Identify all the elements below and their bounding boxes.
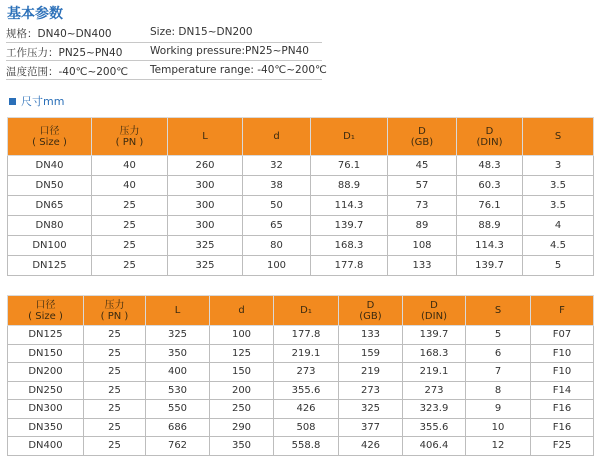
table-cell: 25: [84, 400, 146, 419]
table-cell: 9: [466, 400, 531, 419]
column-header: [388, 118, 457, 156]
table-cell: 6: [466, 344, 531, 363]
table-cell: DN250: [8, 381, 84, 400]
table-cell: 355.6: [274, 381, 339, 400]
table-cell: 3.5: [523, 196, 594, 216]
table-cell: 65: [243, 216, 311, 236]
table-cell: 150: [210, 363, 274, 382]
table-header-row: [8, 118, 594, 156]
table-cell: 200: [210, 381, 274, 400]
table-row: [8, 156, 594, 176]
table-cell: 5: [466, 326, 531, 345]
column-header: [339, 296, 403, 326]
spec-row-size: [6, 26, 253, 41]
column-header-sublabel: ( PN ): [100, 310, 129, 322]
table-row: [8, 344, 594, 363]
column-header-sublabel: ( Size ): [32, 136, 67, 148]
table-cell: 300: [168, 176, 243, 196]
table-cell: 177.8: [311, 256, 388, 276]
table-cell: 38: [243, 176, 311, 196]
table-row: [8, 216, 594, 236]
table-cell: 133: [388, 256, 457, 276]
table-cell: 8: [466, 381, 531, 400]
column-header: [523, 118, 594, 156]
spec-row-temperature: [6, 64, 327, 79]
page-title: 基本参数: [7, 6, 63, 22]
spec-temp-en: Temperature range: -40℃~200℃: [150, 64, 327, 76]
table-cell: 159: [339, 344, 403, 363]
column-header-sublabel: (GB): [410, 136, 434, 148]
table-cell: DN150: [8, 344, 84, 363]
spec-pressure-cn: 工作压力：PN25~PN40: [6, 47, 123, 59]
table-row: [8, 176, 594, 196]
column-header: [210, 296, 274, 326]
table-cell: 273: [403, 381, 466, 400]
table-cell: F25: [531, 437, 594, 456]
table-cell: 60.3: [457, 176, 523, 196]
table-cell: 73: [388, 196, 457, 216]
table-cell: 325: [168, 256, 243, 276]
column-header-label: D: [430, 299, 438, 311]
table-cell: 350: [210, 437, 274, 456]
table-cell: 40: [92, 176, 168, 196]
table-cell: 88.9: [457, 216, 523, 236]
column-header: [243, 118, 311, 156]
section-label: 尺寸mm: [21, 95, 65, 108]
column-header: [466, 296, 531, 326]
table-cell: 125: [210, 344, 274, 363]
table-cell: 57: [388, 176, 457, 196]
table-cell: 406.4: [403, 437, 466, 456]
square-bullet-icon: [9, 98, 16, 105]
table-cell: 25: [92, 196, 168, 216]
divider: [6, 60, 322, 61]
spec-size-en: Size: DN15~DN200: [150, 26, 253, 38]
table-cell: DN80: [8, 216, 92, 236]
table-cell: 219: [339, 363, 403, 382]
table-cell: 260: [168, 156, 243, 176]
table-cell: 114.3: [457, 236, 523, 256]
table-cell: 219.1: [403, 363, 466, 382]
table-cell: 139.7: [311, 216, 388, 236]
table-cell: 139.7: [403, 326, 466, 345]
table-cell: 250: [210, 400, 274, 419]
table-cell: DN125: [8, 256, 92, 276]
table-cell: 7: [466, 363, 531, 382]
table-cell: 686: [146, 418, 210, 437]
table-cell: F07: [531, 326, 594, 345]
table-cell: 300: [168, 216, 243, 236]
table-cell: DN100: [8, 236, 92, 256]
table-row: [8, 326, 594, 345]
table-cell: 426: [339, 437, 403, 456]
column-header: [531, 296, 594, 326]
column-header-label: D₁: [343, 131, 355, 142]
table-cell: F16: [531, 418, 594, 437]
spec-size-cn: 规格：DN40~DN400: [6, 28, 112, 40]
table-header-row: [8, 296, 594, 326]
column-header-label: S: [554, 131, 562, 142]
table-row: [8, 363, 594, 382]
table-cell: 25: [92, 216, 168, 236]
table-cell: DN125: [8, 326, 84, 345]
table-cell: 168.3: [311, 236, 388, 256]
dimension-table-1: [7, 117, 594, 276]
table-cell: F16: [531, 400, 594, 419]
table-cell: 45: [388, 156, 457, 176]
dimension-table-2: [7, 295, 594, 456]
table-cell: 426: [274, 400, 339, 419]
table-cell: 10: [466, 418, 531, 437]
table-cell: 377: [339, 418, 403, 437]
column-header: [8, 118, 92, 156]
column-header-label: S: [494, 305, 502, 316]
table-row: [8, 400, 594, 419]
table-cell: 25: [92, 256, 168, 276]
table-cell: 550: [146, 400, 210, 419]
section-heading: [9, 93, 64, 109]
table-cell: F10: [531, 344, 594, 363]
table-cell: 355.6: [403, 418, 466, 437]
column-header: [403, 296, 466, 326]
table-cell: 350: [146, 344, 210, 363]
table-cell: 290: [210, 418, 274, 437]
table-cell: 325: [146, 326, 210, 345]
column-header: [274, 296, 339, 326]
table-cell: 88.9: [311, 176, 388, 196]
column-header: [84, 296, 146, 326]
table-cell: 25: [84, 381, 146, 400]
table-cell: 300: [168, 196, 243, 216]
table-cell: 3: [523, 156, 594, 176]
table-cell: 762: [146, 437, 210, 456]
spec-temp-cn: 温度范围：-40℃~200℃: [6, 66, 129, 78]
table-row: [8, 418, 594, 437]
table-cell: 114.3: [311, 196, 388, 216]
column-header-label: D₁: [300, 305, 312, 316]
table-cell: 139.7: [457, 256, 523, 276]
table-cell: 558.8: [274, 437, 339, 456]
table-cell: F14: [531, 381, 594, 400]
table-cell: 76.1: [311, 156, 388, 176]
column-header-label: 口径: [39, 125, 60, 137]
table-cell: 25: [84, 363, 146, 382]
table-cell: 80: [243, 236, 311, 256]
column-header-label: D: [366, 299, 375, 311]
column-header: [311, 118, 388, 156]
column-header-sublabel: (DIN): [476, 136, 503, 148]
table-cell: 177.8: [274, 326, 339, 345]
column-header-sublabel: ( PN ): [115, 136, 144, 148]
table-cell: 12: [466, 437, 531, 456]
column-header-sublabel: (DIN): [421, 310, 447, 322]
column-header-sublabel: (GB): [359, 310, 382, 322]
table-cell: 273: [274, 363, 339, 382]
table-cell: 108: [388, 236, 457, 256]
table-cell: F10: [531, 363, 594, 382]
table-cell: DN350: [8, 418, 84, 437]
table-cell: 25: [84, 344, 146, 363]
divider: [6, 79, 322, 80]
table-cell: DN300: [8, 400, 84, 419]
table-cell: 50: [243, 196, 311, 216]
column-header-label: F: [559, 305, 565, 316]
table-cell: 3.5: [523, 176, 594, 196]
table-cell: DN50: [8, 176, 92, 196]
table-cell: 400: [146, 363, 210, 382]
table-cell: 48.3: [457, 156, 523, 176]
column-header-label: 压力: [104, 299, 125, 311]
table-cell: 168.3: [403, 344, 466, 363]
table-cell: 508: [274, 418, 339, 437]
table-cell: 25: [84, 437, 146, 456]
table-cell: 76.1: [457, 196, 523, 216]
column-header: [146, 296, 210, 326]
table-cell: 25: [84, 418, 146, 437]
table-cell: 100: [243, 256, 311, 276]
table-row: [8, 437, 594, 456]
column-header-label: 口径: [35, 299, 56, 311]
column-header-label: L: [174, 305, 181, 316]
column-header-label: 压力: [119, 125, 140, 137]
table-cell: 25: [92, 236, 168, 256]
table-cell: 325: [168, 236, 243, 256]
spec-pressure-en: Working pressure:PN25~PN40: [150, 45, 309, 57]
table-cell: 40: [92, 156, 168, 176]
table-row: [8, 381, 594, 400]
table-row: [8, 256, 594, 276]
table-cell: 32: [243, 156, 311, 176]
table-cell: 100: [210, 326, 274, 345]
table-cell: 273: [339, 381, 403, 400]
column-header: [8, 296, 84, 326]
column-header-label: D: [418, 125, 426, 137]
table-cell: 25: [84, 326, 146, 345]
table-cell: 5: [523, 256, 594, 276]
column-header-label: d: [273, 131, 280, 142]
table-cell: DN200: [8, 363, 84, 382]
table-row: [8, 236, 594, 256]
table-cell: 530: [146, 381, 210, 400]
column-header-sublabel: ( Size ): [28, 310, 63, 322]
table-cell: 89: [388, 216, 457, 236]
table-cell: 4: [523, 216, 594, 236]
column-header-label: L: [202, 131, 208, 142]
column-header: [457, 118, 523, 156]
table-cell: 323.9: [403, 400, 466, 419]
column-header-label: D: [485, 125, 494, 137]
table-cell: 325: [339, 400, 403, 419]
table-cell: 219.1: [274, 344, 339, 363]
divider: [6, 42, 322, 43]
table-cell: 4.5: [523, 236, 594, 256]
column-header: [168, 118, 243, 156]
table-cell: DN400: [8, 437, 84, 456]
table-cell: DN40: [8, 156, 92, 176]
table-cell: DN65: [8, 196, 92, 216]
table-row: [8, 196, 594, 216]
column-header-label: d: [238, 305, 245, 316]
spec-row-pressure: [6, 45, 309, 60]
column-header: [92, 118, 168, 156]
table-cell: 133: [339, 326, 403, 345]
